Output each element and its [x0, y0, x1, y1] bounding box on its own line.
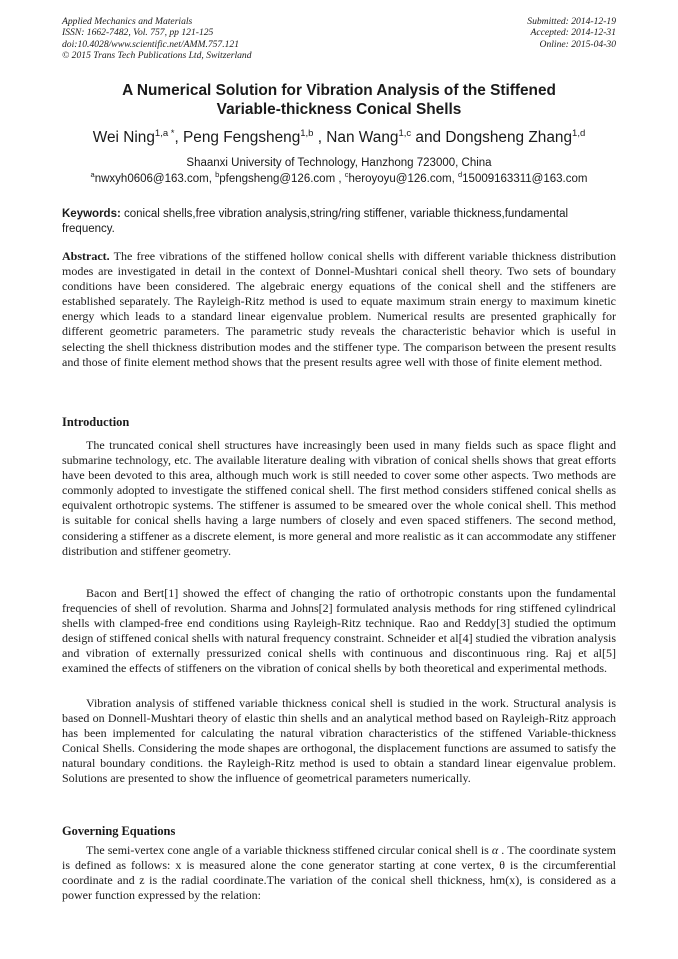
email-address: nwxyh0606@163.com	[94, 173, 209, 185]
author-affiliation-mark: 1,a *	[154, 128, 175, 139]
email-address: 15009163311@163.com	[462, 173, 588, 185]
author-affiliation-mark: 1,b	[300, 128, 314, 139]
online-date: Online: 2015-04-30	[539, 38, 616, 50]
affiliation: Shaanxi University of Technology, Hanzhong 723000, China	[186, 157, 492, 169]
journal-name: Applied Mechanics and Materials	[62, 16, 193, 27]
email-mark: d	[457, 170, 463, 179]
keywords	[62, 207, 616, 236]
submitted-date: Submitted: 2014-12-19	[527, 16, 616, 27]
journal-doi: doi:10.4028/www.scientific.net/AMM.757.121	[62, 38, 240, 50]
intro-paragraph: Vibration analysis of stiffened variable thickness conical shell is studied in the work. Structural analysis is based on Donnell-Mushtari theory of elastic thin shells and an analytical method based on Rayleigh-Ritz approach has been implemented for calculating the natural vibration characteristics of the stiffened Variable-thickness Conical Shells. Considering the mode shapes are orthogonal, the displacement functions are assumed to satisfy the natural boundary conditions. the Rayleigh-Ritz method is used to obtain a standard linear eigenvalue problem. Solutions are presented to show the influence of geometrical parameters numerically.	[62, 696, 616, 786]
author-separator: ,	[313, 129, 327, 146]
abstract	[62, 249, 616, 370]
email-mark: b	[215, 170, 220, 179]
author-separator: and	[411, 129, 446, 146]
intro-paragraph: Bacon and Bert[1] showed the effect of changing the ratio of orthotropic constants upon the fundamental frequencies of shell of revolution. Sharma and Johns[2] formulated analysis methods for ring stiffened cylindrical shells with clamped-free end conditions using Rayleigh-Ritz technique. Rao and Reddy[3] studied the optimum design of stiffened conical shells with natural frequency constraint. Schneider et al[4] studied the vibration analysis and vibration of externally pressurized conical shells with continuous and discontinuous ring. Raj et al[5] examined the effects of stiffeners on the vibration of conical shells by both theoretical and experimental methods.	[62, 586, 616, 676]
governing-paragraph	[62, 843, 616, 903]
email-mark: c	[344, 170, 349, 179]
email-separator: ,	[208, 173, 216, 185]
author-emails	[62, 172, 616, 186]
author-name: Wei Ning	[92, 129, 155, 146]
email-separator: ,	[451, 173, 458, 185]
accepted-date: Accepted: 2014-12-31	[530, 27, 616, 39]
keywords-text: conical shells,free vibration analysis,string/ring stiffener, variable thickness,fundamental frequency.	[62, 208, 569, 235]
author-separator: ,	[174, 129, 184, 146]
author-list	[62, 128, 616, 148]
journal-copyright: © 2015 Trans Tech Publications Ltd, Switzerland	[62, 49, 252, 61]
author-name: Nan Wang	[326, 129, 399, 146]
email-separator: ,	[335, 173, 345, 185]
dates-header	[527, 16, 616, 50]
keywords-label: Keywords:	[62, 208, 121, 220]
email-address: heroyoyu@126.com	[348, 173, 452, 185]
paper-title-line: A Numerical Solution for Vibration Analysis of the Stiffened	[122, 82, 556, 99]
email-address: pfengsheng@126.com	[219, 173, 336, 185]
intro-paragraph: The truncated conical shell structures have increasingly been used in many fields such as space flight and submarine technology, etc. The available literature dealing with vibration of conical shells shows that great efforts have been devoted to this area, although much work is still needed to cover some other aspects. Two methods are commonly adopted to investigate the stiffened conical shell. The first method considers stiffened conical shells as equivalent orthotropic systems. The stiffener is assumed to be smeared over the whole conical shell. This method is suitable for conical shells having a large numbers of closely and even spaced stiffeners. The second method, considering a stiffener as a discrete element, is more general and more realistic as it can accommodate any stiffener distribution and stiffener geometry.	[62, 438, 616, 558]
journal-issn: ISSN: 1662-7482, Vol. 757, pp 121-125	[62, 27, 214, 39]
governing-text: . The coordinate system is defined as follows: x is measured alone the cone generator starting at cone vertex, θ is the circumferential coordinate and z is the radial coordinate.The variation of the conical shell thickness, hm(x), is considered as a power function expressed by the relation:	[62, 843, 617, 903]
section-heading-governing-equations: Governing Equations	[62, 824, 176, 838]
section-heading-introduction: Introduction	[62, 415, 130, 429]
alpha-symbol: α	[491, 843, 499, 857]
author-affiliation-mark: 1,c	[398, 128, 412, 139]
author-name: Dongsheng Zhang	[445, 129, 573, 146]
governing-text: The semi-vertex cone angle of a variable thickness stiffened circular conical shell is	[86, 843, 492, 857]
author-affiliation-mark: 1,d	[572, 128, 586, 139]
journal-header	[62, 16, 252, 61]
email-mark: a	[90, 170, 95, 179]
abstract-text: The free vibrations of the stiffened hollow conical shells with different variable thickness distribution modes are investigated in detail in the context of Donnel-Mushtari conical shell theory. Two sets of boundary conditions have been considered. The algebraic energy equations of the conical shell and the stiffeners are established separately. The Rayleigh-Ritz method is used to equate maximum strain energy to maximum kinetic energy which leads to a standard linear eigenvalue problem. Numerical results are presented graphically for different geometric parameters. The parametric study reveals the characteristic behavior which is useful in selecting the shell thickness distribution modes and the stiffener type. The comparison between the present results and those of finite element method shows that the present results agree well with those of finite element method.	[62, 249, 616, 369]
author-name: Peng Fengsheng	[183, 129, 301, 146]
paper-title-line: Variable-thickness Conical Shells	[216, 101, 462, 118]
abstract-label: Abstract.	[62, 249, 110, 263]
paper-title	[62, 81, 616, 119]
